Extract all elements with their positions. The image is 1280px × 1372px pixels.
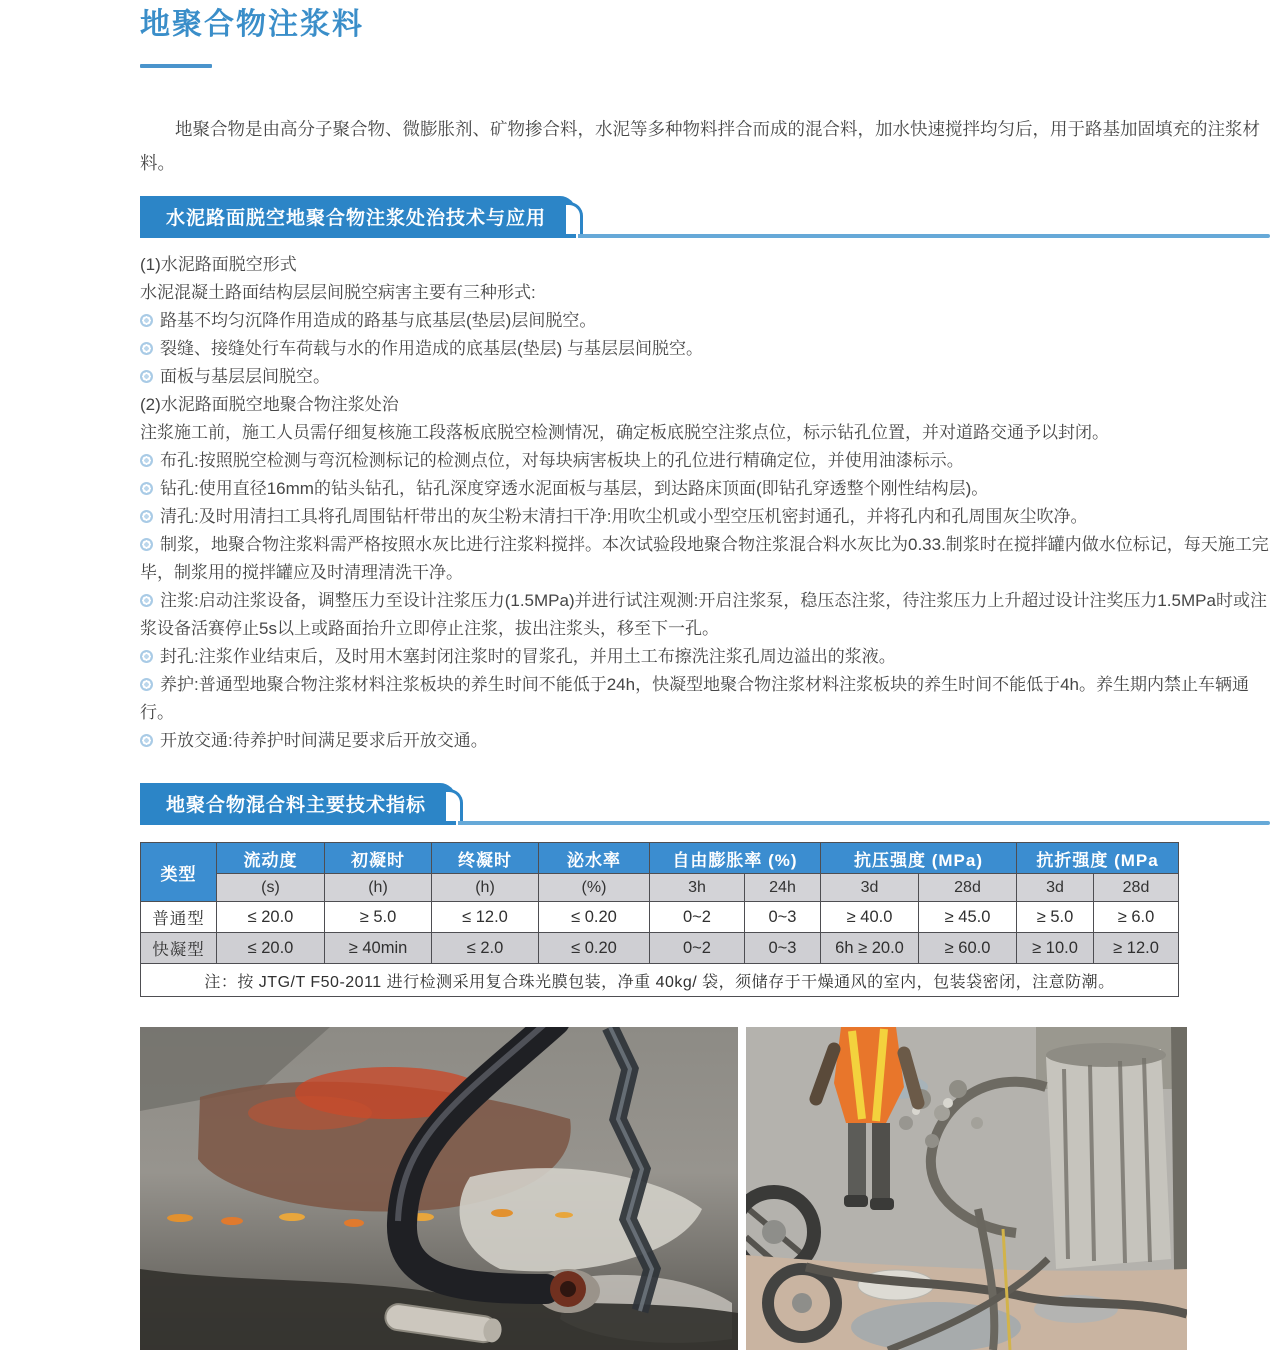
double-circle-bullet-icon bbox=[140, 370, 153, 383]
body-line-text: 注浆施工前，施工人员需仔细复核施工段落板底脱空检测情况，确定板底脱空注浆点位，标示钻孔位置，并对道路交通予以封闭。 bbox=[140, 423, 1109, 442]
double-circle-bullet-icon bbox=[140, 734, 153, 747]
body-line bbox=[140, 251, 1270, 279]
double-circle-bullet-icon bbox=[140, 482, 153, 495]
double-circle-bullet-icon bbox=[140, 342, 153, 355]
table-col-header: 泌水率 bbox=[539, 843, 650, 874]
table-col-header: 流动度 bbox=[217, 843, 325, 874]
body-line-text: 路基不均匀沉降作用造成的路基与底基层(垫层)层间脱空。 bbox=[160, 311, 597, 330]
spec-table bbox=[140, 842, 1179, 997]
table-cell: ≥ 12.0 bbox=[1094, 933, 1179, 964]
table-cell: ≥ 5.0 bbox=[325, 902, 432, 933]
body-line bbox=[140, 363, 1270, 391]
body-line-text: 制浆，地聚合物注浆料需严格按照水灰比进行注浆料搅拌。本次试验段地聚合物注浆混合料水灰比为0.33.制浆时在搅拌罐内做水位标记，每天施工完毕，制浆用的搅拌罐应及时清理清洗干净。 bbox=[140, 535, 1269, 582]
table-cell: 0~3 bbox=[745, 902, 821, 933]
body-line-text: 开放交通:待养护时间满足要求后开放交通。 bbox=[160, 731, 488, 750]
body-line bbox=[140, 307, 1270, 335]
body-line-text: 封孔:注浆作业结束后，及时用木塞封闭注浆时的冒浆孔，并用土工布擦洗注浆孔周边溢出的浆液。 bbox=[160, 647, 896, 666]
section2-heading: 地聚合物混合料主要技术指标 bbox=[140, 783, 456, 825]
table-col-header: 自由膨胀率 (%) bbox=[650, 843, 821, 874]
body-line bbox=[140, 643, 1270, 671]
table-unit-header: 28d bbox=[919, 874, 1017, 902]
table-cell: ≤ 20.0 bbox=[217, 902, 325, 933]
body-line bbox=[140, 335, 1270, 363]
row-type-cell: 快凝型 bbox=[141, 933, 217, 964]
double-circle-bullet-icon bbox=[140, 538, 153, 551]
body-line bbox=[140, 419, 1270, 447]
double-circle-bullet-icon bbox=[140, 678, 153, 691]
table-unit-header: (h) bbox=[325, 874, 432, 902]
double-circle-bullet-icon bbox=[140, 314, 153, 327]
table-cell: 0~3 bbox=[745, 933, 821, 964]
table-cell: 0~2 bbox=[650, 933, 745, 964]
body-line bbox=[140, 671, 1270, 727]
table-cell: ≥ 40min bbox=[325, 933, 432, 964]
table-cell: 0~2 bbox=[650, 902, 745, 933]
body-line-text: (1)水泥路面脱空形式 bbox=[140, 255, 297, 274]
body-line-text: 钻孔:使用直径16mm的钻头钻孔，钻孔深度穿透水泥面板与基层，到达路床顶面(即钻孔穿透整个刚性结构层)。 bbox=[160, 479, 989, 498]
table-note-row bbox=[141, 964, 1179, 997]
table-cell: 6h ≥ 20.0 bbox=[821, 933, 919, 964]
body-line bbox=[140, 279, 1270, 307]
table-col-header: 初凝时 bbox=[325, 843, 432, 874]
table-row bbox=[141, 902, 1179, 933]
table-unit-header: 28d bbox=[1094, 874, 1179, 902]
body-line-text: 水泥混凝土路面结构层层间脱空病害主要有三种形式: bbox=[140, 283, 536, 302]
body-line bbox=[140, 727, 1270, 755]
table-unit-header: (s) bbox=[217, 874, 325, 902]
section1-heading: 水泥路面脱空地聚合物注浆处治技术与应用 bbox=[140, 196, 576, 238]
table-unit-header: 3d bbox=[1017, 874, 1094, 902]
table-col-header: 抗折强度 (MPa bbox=[1017, 843, 1179, 874]
body-line-text: 清孔:及时用清扫工具将孔周围钻杆带出的灰尘粉末清扫干净:用吹尘机或小型空压机密封通孔，并将孔内和孔周围灰尘吹净。 bbox=[160, 507, 1088, 526]
body-line bbox=[140, 391, 1270, 419]
intro-paragraph: 地聚合物是由高分子聚合物、微膨胀剂、矿物掺合料，水泥等多种物料拌合而成的混合料，加水快速搅拌均匀后，用于路基加固填充的注浆材料。 bbox=[140, 119, 1260, 173]
table-col-header: 抗压强度 (MPa) bbox=[821, 843, 1017, 874]
table-cell: ≥ 60.0 bbox=[919, 933, 1017, 964]
table-note: 注：按 JTG/T F50-2011 进行检测采用复合珠光膜包装，净重 40kg/ 袋，须储存于干燥通风的室内，包装袋密闭，注意防潮。 bbox=[141, 964, 1179, 997]
title-underline bbox=[140, 64, 212, 68]
table-cell: ≥ 10.0 bbox=[1017, 933, 1094, 964]
double-circle-bullet-icon bbox=[140, 454, 153, 467]
section2-banner bbox=[140, 787, 1270, 825]
body-line-text: 养护:普通型地聚合物注浆材料注浆板块的养生时间不能低于24h，快凝型地聚合物注浆材料注浆板块的养生时间不能低于4h。养生期内禁止车辆通行。 bbox=[140, 675, 1249, 722]
body-line bbox=[140, 531, 1270, 587]
page-title: 地聚合物注浆料 bbox=[140, 8, 364, 41]
body-line-text: 布孔:按照脱空检测与弯沉检测标记的检测点位，对每块病害板块上的孔位进行精确定位，并使用油漆标示。 bbox=[160, 451, 964, 470]
section2-banner-underline bbox=[458, 821, 1270, 825]
table-cell: ≥ 40.0 bbox=[821, 902, 919, 933]
body-line-text: 裂缝、接缝处行车荷载与水的作用造成的底基层(垫层) 与基层层间脱空。 bbox=[160, 339, 704, 358]
grouting-worksite-photo bbox=[746, 1027, 1187, 1350]
section1-banner bbox=[140, 200, 1270, 238]
section1-body bbox=[140, 251, 1270, 755]
pavement-grouting-hose-photo bbox=[140, 1027, 738, 1350]
table-cell: ≤ 2.0 bbox=[432, 933, 539, 964]
table-cell: ≥ 5.0 bbox=[1017, 902, 1094, 933]
spec-table-body bbox=[141, 902, 1179, 997]
pavement-grouting-hose-illustration bbox=[140, 1027, 738, 1350]
spec-table-head bbox=[141, 843, 1179, 902]
table-cell: ≤ 20.0 bbox=[217, 933, 325, 964]
photo-row bbox=[140, 1027, 1270, 1350]
body-line-text: (2)水泥路面脱空地聚合物注浆处治 bbox=[140, 395, 399, 414]
table-unit-header: 3d bbox=[821, 874, 919, 902]
body-line bbox=[140, 503, 1270, 531]
table-unit-header: 3h bbox=[650, 874, 745, 902]
table-unit-header: (h) bbox=[432, 874, 539, 902]
table-cell: ≤ 0.20 bbox=[539, 933, 650, 964]
grouting-worksite-illustration bbox=[746, 1027, 1187, 1350]
double-circle-bullet-icon bbox=[140, 650, 153, 663]
table-cell: ≤ 12.0 bbox=[432, 902, 539, 933]
table-col-header: 终凝时 bbox=[432, 843, 539, 874]
row-type-cell: 普通型 bbox=[141, 902, 217, 933]
table-unit-header: (%) bbox=[539, 874, 650, 902]
table-col-header: 类型 bbox=[141, 843, 217, 902]
table-cell: ≥ 45.0 bbox=[919, 902, 1017, 933]
double-circle-bullet-icon bbox=[140, 594, 153, 607]
table-cell: ≤ 0.20 bbox=[539, 902, 650, 933]
table-row bbox=[141, 933, 1179, 964]
body-line-text: 注浆:启动注浆设备，调整压力至设计注浆压力(1.5MPa)并进行试注观测:开启注浆泵，稳压态注浆，待注浆压力上升超过设计注奖压力1.5MPa时或注浆设备活赛停止5s以上或路面抬升立即停止注浆，拔出注浆头，移至下一孔。 bbox=[140, 591, 1267, 638]
table-cell: ≥ 6.0 bbox=[1094, 902, 1179, 933]
body-line bbox=[140, 587, 1270, 643]
body-line bbox=[140, 475, 1270, 503]
table-unit-header: 24h bbox=[745, 874, 821, 902]
body-line-text: 面板与基层层间脱空。 bbox=[160, 367, 330, 386]
body-line bbox=[140, 447, 1270, 475]
section1-banner-underline bbox=[578, 234, 1270, 238]
double-circle-bullet-icon bbox=[140, 510, 153, 523]
